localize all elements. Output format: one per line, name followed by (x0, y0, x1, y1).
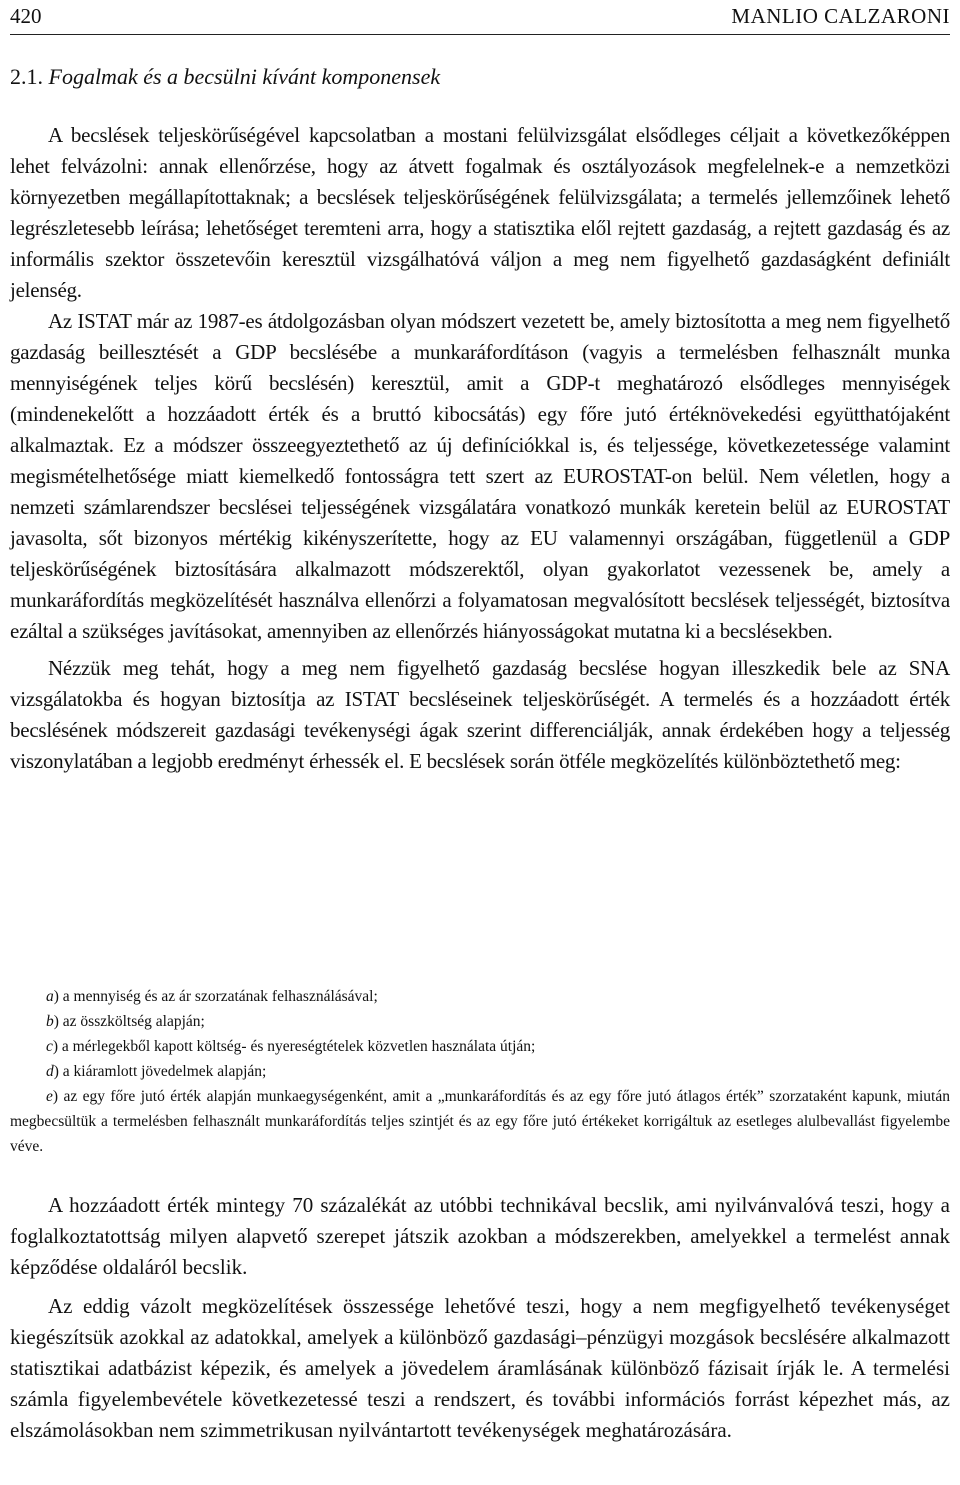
page-header (10, 0, 950, 35)
paragraph: A becslések teljeskörűségével kapcsolatban a mostani felülvizsgálat elsődleges céljait a következőképpen lehet felvázolni: annak ellenőrzése, hogy az átvett fogalmak és osztályozások megfelelnek-e a nemzetközi környezetben megállapítottaknak; a becslések teljeskörűségének felülvizsgálata; a termelés jellemzőinek lehető legrészletesebb leírása; lehetőséget teremteni arra, hogy a statisztika elől rejtett gazdaság, a rejtett gazdaság és az informális szektor összetevőin keresztül vizsgálhatóvá váljon a meg nem figyelhető gazdaságként definiált jelenség. (10, 123, 950, 302)
main-text (10, 120, 950, 777)
list-item: c) a mérlegekből kapott költség- és nyereségtételek közvetlen használata útján; (46, 1038, 536, 1055)
paragraph: A hozzáadott érték mintegy 70 százalékát az utóbbi technikával becslik, ami nyilvánvalóvá teszi, hogy a foglalkoztatottság milyen alapvető szerepet játszik azokban a módszerekben, amelyekkel a termelést annak képződése oldaláról becslik. (10, 1193, 950, 1279)
section-heading (10, 64, 440, 90)
list-letter: c (46, 1038, 53, 1055)
list-item: b) az összköltség alapján; (46, 1013, 205, 1030)
running-head-author: MANLIO CALZARONI (731, 4, 950, 28)
list-letter: a (46, 988, 54, 1005)
section-number: 2.1. (10, 64, 43, 89)
page-number: 420 (10, 4, 42, 28)
paragraph: Az eddig vázolt megközelítések összessége lehetővé teszi, hogy a nem megfigyelhető tevékenységet kiegészítsük azokkal az adatokkal, amelyek a különböző gazdasági–pénzügyi mozgások becslésére alkalmazott statisztikai adatbázist képezik, és amelyek a jövedelem áramlásának különböző fázisait írják le. A termelési számla figyelembevétele következetessé teszi a rendszert, és további információs forrást képezhet más, az elszámolásokban nem szimmetrikusan nyilvántartott tevékenységek meghatározására. (10, 1294, 950, 1442)
list-item: d) a kiáramlott jövedelmek alapján; (46, 1063, 267, 1080)
list-item: e) az egy főre jutó érték alapján munkaegységenként, amit a „munkaráfordítás és az egy főre jutó átlagos érték” szorzataként kapunk, miután megbecsültük a termelésben felhasznált munkaráfordítás teljes szintjét és az egy főre jutó értékeket korrigáltuk az esetleges alulbevallást figyelembe véve. (10, 1088, 950, 1155)
list-letter: d (46, 1063, 54, 1080)
approach-list (10, 984, 950, 1159)
paragraph: Nézzük meg tehát, hogy a meg nem figyelhető gazdaság becslése hogyan illeszkedik bele az SNA vizsgálatokba és hogyan biztosítja az ISTAT becsléseinek teljeskörűségét. A termelés és a hozzáadott érték becslésének módszereit gazdasági tevékenységi ágak szerint differenciálják, annak érdekében hogy a teljesség viszonylatában a legjobb eredményt érhessék el. E becslések során ötféle megközelítés különböztethető meg: (10, 656, 950, 773)
closing-text (10, 1190, 950, 1446)
paragraph: Az ISTAT már az 1987-es átdolgozásban olyan módszert vezetett be, amely biztosította a meg nem figyelhető gazdaság beillesztését a GDP becslésébe a munkaráfordításon (vagyis a termelésben felhasznált munka mennyiségének teljes körű becslésén) keresztül, amit a GDP-t meghatározó elsődleges mennyiségek (mindenekelőtt a hozzáadott érték és a bruttó kibocsátás) egy főre jutó értéknövekedési együtthatójaként alkalmaztak. Ez a módszer összeegyeztethető az új definíciókkal is, és teljessége, következetessége valamint megismételhetősége miatt kiemelkedő fontosságra tett szert az EUROSTAT-on belül. Nem véletlen, hogy a nemzeti számlarendszer becslései teljességének vizsgálatára vonatkozó munkák keretein belül az EUROSTAT javasolta, sőt bizonyos mértékig kikényszerítette, hogy az EU valamennyi országában, függetlenül a GDP teljeskörűségének biztosítására alkalmazott módszerektől, olyan gyakorlatot vezessenek be, amely a munkaráfordítás megközelítését használva ellenőrzi a folyamatosan megvalósított becslések teljességét, biztosítva ezáltal a szükséges javításokat, amennyiben az ellenőrzés hiányosságokat mutatna ki a becslésekben. (10, 309, 950, 643)
list-item: a) a mennyiség és az ár szorzatának felhasználásával; (46, 988, 378, 1005)
list-letter: b (46, 1013, 54, 1030)
list-letter: e (46, 1088, 53, 1105)
section-title: Fogalmak és a becsülni kívánt komponensek (48, 64, 441, 89)
